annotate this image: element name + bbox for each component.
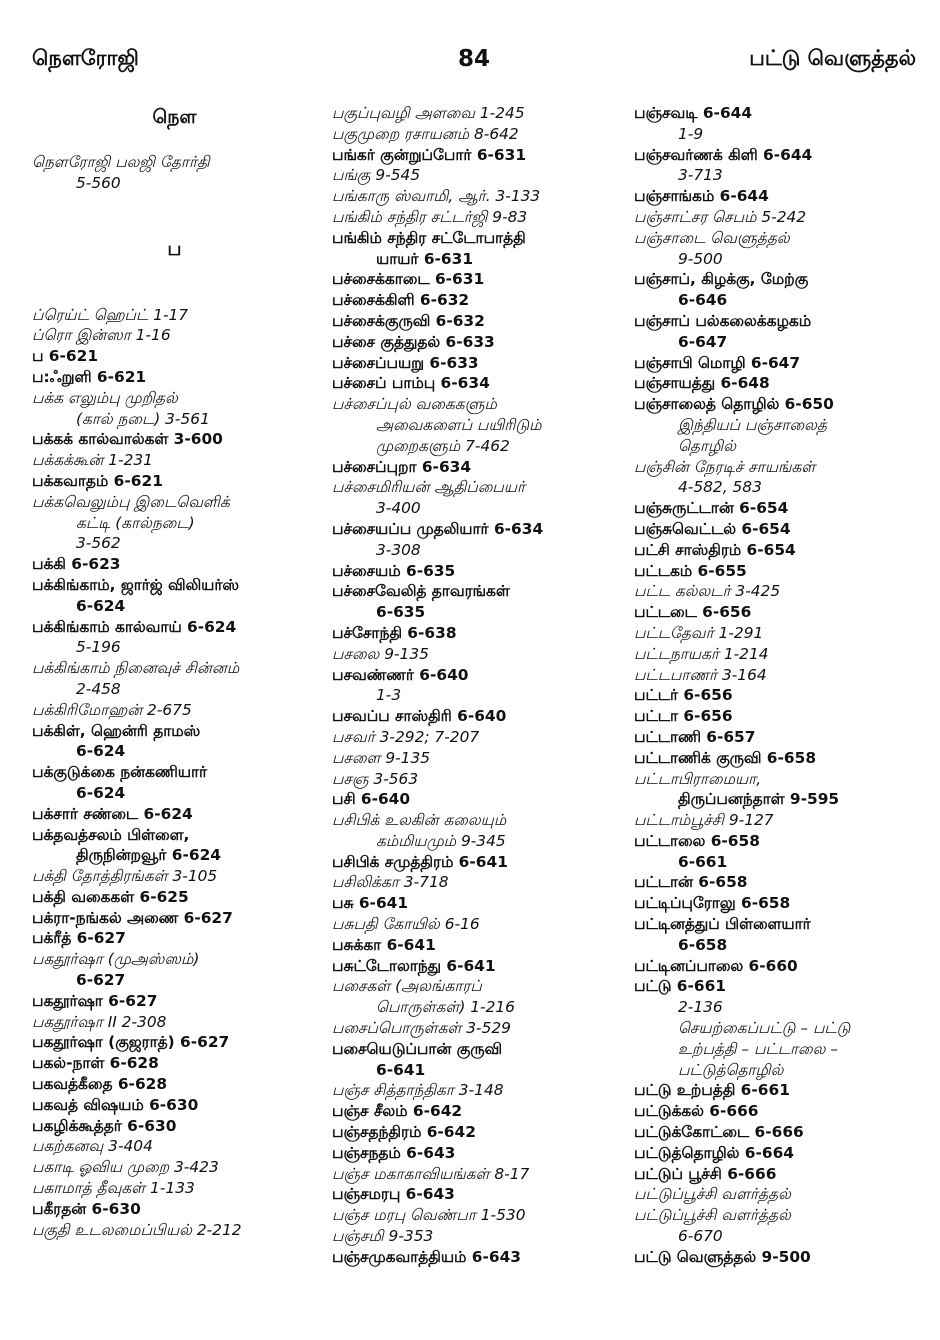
index-entry: பஞ்சநதம் 6-643 (332, 1143, 456, 1162)
index-entry: பக்கக்கூன் 1-231 (32, 451, 153, 470)
index-entry: பகவத்கீதை 6-628 (32, 1075, 168, 1094)
index-entry: 6-627 (76, 971, 126, 990)
index-entry: பஞ்சமுகவாத்தியம் 6-643 (332, 1247, 522, 1266)
index-entry: பசைப்பொருள்கள் 3-529 (332, 1019, 511, 1038)
index-entry: கட்டி (கால்நடை) (76, 513, 195, 532)
index-entry: முறைகளும் 7-462 (376, 436, 510, 455)
spacer (32, 131, 317, 152)
index-entry: தொழில் (678, 436, 736, 455)
index-entry: பகீரதன் 6-630 (32, 1199, 141, 1218)
index-entry: பஞ்சாலைத் தொழில் 6-650 (634, 395, 834, 414)
index-entry: பக்கிள், ஹென்ரி தாமஸ் (32, 721, 201, 740)
index-entry: பட்டபாணர் 3-164 (634, 665, 767, 684)
index-entry: பங்காரு ஸ்வாமி, ஆர். 3-133 (332, 187, 541, 206)
index-entry: பசைகள் (அலங்காரப் (332, 977, 482, 996)
index-entry: பட்டுத்தொழில் (678, 1060, 784, 1079)
index-entry: பஞ்சுருட்டான் 6-654 (634, 499, 789, 518)
index-entry: பசவண்ணர் 6-640 (332, 665, 469, 684)
index-entry: ப்ரெய்ட் ஹெப்ட் 1-17 (32, 305, 189, 324)
index-entry: 4-582, 583 (678, 478, 762, 497)
index-entry: அவைகளைப் பயிரிடும் (376, 415, 542, 434)
index-entry: பச்சைப்புறா 6-634 (332, 457, 472, 476)
index-entry: பட்டுத்தொழில் 6-664 (634, 1143, 795, 1162)
index-entry: பக்ரீத் 6-627 (32, 929, 126, 948)
index-entry: 2-458 (76, 679, 121, 698)
index-entry: பட்டுப்பூச்சி வளர்த்தல் (634, 1206, 791, 1225)
index-entry: பசிலிக்கா 3-718 (332, 873, 449, 892)
index-entry: பஞ்சின் நேரடிச் சாயங்கள் (634, 457, 816, 476)
index-entry: 1-3 (376, 686, 402, 705)
index-entry: இந்தியப் பஞ்சாலைத் (678, 415, 827, 434)
section-letter-heading: நௌ (152, 106, 197, 128)
index-entry: 6-641 (376, 1060, 426, 1079)
index-entry: நௌரோஜி பலஜி தோர்தி (32, 152, 210, 171)
index-entry: பசுட்டோலாந்து 6-641 (332, 956, 496, 975)
index-entry: பகவத் விஷயம் 6-630 (32, 1095, 199, 1114)
index-entry: 3-713 (678, 166, 723, 185)
index-entry: பட்டு வெளுத்தல் 9-500 (634, 1247, 811, 1266)
running-head-left: நௌரோஜி (32, 46, 139, 70)
index-entry: பச்சைக்குருவி 6-632 (332, 311, 485, 330)
index-entry: 6-624 (76, 742, 126, 761)
index-entry: பஞ்சதந்திரம் 6-642 (332, 1123, 476, 1142)
index-entry: பட்சி சாஸ்திரம் 6-654 (634, 540, 796, 559)
index-entry: பஞ்சாபி மொழி 6-647 (634, 353, 801, 372)
index-entry: (கால் நடை) 3-561 (76, 409, 210, 428)
index-column-2 (332, 103, 622, 1268)
index-entry: திருநின்றவூர் 6-624 (76, 846, 222, 865)
index-entry: 6-658 (678, 935, 728, 954)
index-entry: பச்சையம் 6-635 (332, 561, 456, 580)
index-entry: பகுப்புவழி அளவை 1-245 (332, 104, 525, 122)
index-entry: பட்டான் 6-658 (634, 873, 748, 892)
index-entry: பட்டர் 6-656 (634, 686, 733, 705)
index-entry: பட்டிப்புரோலு 6-658 (634, 894, 791, 913)
index-entry: பட்ட கல்லடர் 3-425 (634, 582, 781, 601)
index-column-1 (32, 103, 317, 1240)
index-entry: பக்கவெலும்பு இடைவெளிக் (32, 492, 230, 511)
index-entry: பசுக்கா 6-641 (332, 935, 436, 954)
index-entry: பட்டாணிக் குருவி 6-658 (634, 748, 817, 767)
spacer (32, 263, 317, 284)
index-entry: பசளை 9-135 (332, 748, 431, 767)
index-entry: பச்சைவேலித் தாவரங்கள் (332, 582, 510, 601)
index-entry: பட்டநாயகர் 1-214 (634, 644, 769, 663)
index-entry: பட்டுக்கல் 6-666 (634, 1102, 759, 1121)
index-entry: பசிபிக் உலகின் கலையும் (332, 811, 507, 830)
index-entry: 6-624 (76, 596, 126, 615)
index-column-3 (634, 103, 934, 1268)
index-entry: பகுதி உடலமைப்பியல் 2-212 (32, 1220, 242, 1239)
index-entry: பஞ்சாட்சர செபம் 5-242 (634, 207, 807, 226)
index-entry: பச்சைப்பயறு 6-633 (332, 353, 479, 372)
index-entry: பகல்-நாள் 6-628 (32, 1054, 159, 1073)
index-entry: 3-400 (376, 499, 421, 518)
index-entry: பட்டாலை 6-658 (634, 831, 760, 850)
index-entry: பக்க எலும்பு முறிதல் (32, 388, 178, 407)
index-entry: பட்டு 6-661 (634, 977, 727, 996)
index-entry: பகுமுறை ரசாயனம் 8-642 (332, 124, 519, 143)
index-entry: பக்கிங்காம், ஜார்ஜ் விலியர்ஸ் (32, 575, 239, 594)
index-entry: செயற்கைப்பட்டு – பட்டு (678, 1019, 851, 1038)
index-entry: பங்கு 9-545 (332, 166, 421, 185)
spacer (32, 214, 317, 235)
index-entry: 6-646 (678, 291, 728, 310)
index-entry: 9-500 (678, 249, 723, 268)
index-entry: பகாமாத் தீவுகள் 1-133 (32, 1179, 195, 1198)
index-entry: பகாடி ஓவிய முறை 3-423 (32, 1158, 219, 1177)
index-entry: பக்கிரிமோஹன் 2-675 (32, 700, 192, 719)
index-entry: பச்சைமிரியன் ஆதிப்பையர் (332, 478, 526, 497)
index-entry: பசவர் 3-292; 7-207 (332, 727, 480, 746)
index-entry: பஞ்சவர்ணக் கிளி 6-644 (634, 145, 813, 164)
index-entry: பக்கி 6-623 (32, 555, 121, 574)
index-entry: பஞ்சாப் பல்கலைக்கழகம் (634, 311, 812, 330)
index-entry: பச்சைக்கிளி 6-632 (332, 291, 470, 310)
index-entry: 1-9 (678, 124, 704, 143)
index-entry: பக்ரா-நங்கல் அணை 6-627 (32, 908, 233, 927)
index-entry: பட்டகம் 6-655 (634, 561, 747, 580)
running-head-right: பட்டு வெளுத்தல் (749, 46, 916, 70)
index-entry: பக்சார் சண்டை 6-624 (32, 804, 193, 823)
index-entry: பங்கர் குன்றுப்போர் 6-631 (332, 145, 527, 164)
index-entry: பசவப்ப சாஸ்திரி 6-640 (332, 707, 507, 726)
section-letter-heading: ப (167, 237, 182, 260)
index-entry: பஞ்ச சீலம் 6-642 (332, 1102, 463, 1121)
index-entry: பஞ்ச சித்தாந்திகா 3-148 (332, 1081, 504, 1100)
index-entry: பட்டதேவர் 1-291 (634, 623, 764, 642)
index-entry: பட்டினத்துப் பிள்ளையார் (634, 915, 811, 934)
index-entry: பங்கிம் சந்திர சட்டர்ஜி 9-83 (332, 207, 528, 226)
index-entry: பஞ்சவடி 6-644 (634, 104, 753, 122)
index-entry: பச்சைப் பாம்பு 6-634 (332, 374, 490, 393)
index-entry: ப்ரொ இன்ஸா 1-16 (32, 326, 171, 345)
index-entry: பசுபதி கோயில் 6-16 (332, 915, 480, 934)
index-entry: பக்குடுக்கை நன்கணியார் (32, 763, 208, 782)
index-entry: பட்டாபிராமையா, (634, 769, 762, 788)
index-entry: பஞ்ச மரபு வெண்பா 1-530 (332, 1206, 526, 1225)
index-entry: பட்டா 6-656 (634, 707, 733, 726)
index-entry: பட்டடை 6-656 (634, 603, 752, 622)
index-entry: கம்மியமும் 9-345 (376, 831, 506, 850)
index-entry: பஞ்சாங்கம் 6-644 (634, 187, 769, 206)
index-entry: பஞ்சாயத்து 6-648 (634, 374, 770, 393)
index-entry: பச்சைப்புல் வகைகளும் (332, 395, 497, 414)
index-entry: பக்கவாதம் 6-621 (32, 471, 163, 490)
index-entry: பகற்கனவு 3-404 (32, 1137, 153, 1156)
index-entry: பச்சையப்ப முதலியார் 6-634 (332, 519, 544, 538)
index-entry: 3-562 (76, 534, 121, 553)
index-entry: பஞ்சாப், கிழக்கு, மேற்கு (634, 270, 809, 289)
index-entry: பஞ்சாடை வெளுத்தல் (634, 228, 790, 247)
index-entry: பட்டாம்பூச்சி 9-127 (634, 811, 774, 830)
index-entry: பொருள்கள்) 1-216 (376, 998, 515, 1017)
index-entry: 6-670 (678, 1227, 723, 1246)
index-entry: பக்கிங்காம் நினைவுச் சின்னம் (32, 659, 240, 678)
index-entry: பங்கிம் சந்திர சட்டோபாத்தி (332, 228, 526, 247)
index-entry: ப:ஃறுளி 6-621 (32, 367, 147, 386)
index-entry: பசிபிக் சமுத்திரம் 6-641 (332, 852, 508, 871)
index-entry: பகதூர்ஷா 6-627 (32, 991, 158, 1010)
index-entry: பட்டு உற்பத்தி 6-661 (634, 1081, 790, 1100)
index-entry: பக்கக் கால்வால்கள் 3-600 (32, 430, 223, 449)
index-entry: பக்தி தோத்திரங்கள் 3-105 (32, 867, 218, 886)
index-entry: பசி 6-640 (332, 790, 411, 809)
index-entry: பசு 6-641 (332, 894, 409, 913)
index-entry: பச்சோந்தி 6-638 (332, 623, 457, 642)
index-entry: யாயர் 6-631 (376, 249, 474, 268)
index-entry: பக்கிங்காம் கால்வாய் 6-624 (32, 617, 237, 636)
index-entry: பசையெடுப்பான் குருவி (332, 1039, 503, 1058)
index-entry: பக்தி வகைகள் 6-625 (32, 887, 189, 906)
index-entry: திருப்பனந்தாள் 9-595 (678, 790, 840, 809)
index-entry: உற்பத்தி – பட்டாலை – (678, 1039, 838, 1058)
index-entry: பசஞ 3-563 (332, 769, 419, 788)
index-entry: பட்டாணி 6-657 (634, 727, 756, 746)
index-entry: 6-661 (678, 852, 728, 871)
index-entry: பக்தவத்சலம் பிள்ளை, (32, 825, 190, 844)
spacer (32, 193, 317, 214)
index-entry: பகதூர்ஷா II 2-308 (32, 1012, 167, 1031)
index-entry: பஞ்சமரபு 6-643 (332, 1185, 455, 1204)
spacer (32, 284, 317, 305)
index-entry: பஞ்ச மகாகாவியங்கள் 8-17 (332, 1164, 530, 1183)
index-entry: பச்சை குத்துதல் 6-633 (332, 332, 495, 351)
index-entry: 5-560 (76, 173, 121, 192)
index-entry: 5-196 (76, 638, 121, 657)
index-entry: பகதூர்ஷா (குஜராத்) 6-627 (32, 1033, 230, 1052)
index-entry: பஞ்சுவெட்டல் 6-654 (634, 519, 791, 538)
index-entry: பகழிக்கூத்தர் 6-630 (32, 1116, 177, 1135)
index-entry: 6-647 (678, 332, 728, 351)
index-entry: பட்டுப் பூச்சி 6-666 (634, 1164, 777, 1183)
index-entry: பச்சைக்காடை 6-631 (332, 270, 485, 289)
index-entry: 3-308 (376, 540, 421, 559)
index-entry: பட்டினப்பாலை 6-660 (634, 956, 798, 975)
index-entry: பட்டுக்கோட்டை 6-666 (634, 1123, 804, 1142)
index-entry: பசலை 9-135 (332, 644, 429, 663)
index-entry: பஞ்சமி 9-353 (332, 1227, 434, 1246)
index-entry: பகதூர்ஷா (முஅஸ்ஸம்) (32, 950, 200, 969)
index-entry: பட்டுப்பூச்சி வளர்த்தல் (634, 1185, 791, 1204)
index-entry: 2-136 (678, 998, 723, 1017)
index-entry: 6-635 (376, 603, 426, 622)
page-number: 84 (458, 46, 491, 72)
index-entry: 6-624 (76, 783, 126, 802)
index-entry: ப 6-621 (32, 347, 99, 366)
